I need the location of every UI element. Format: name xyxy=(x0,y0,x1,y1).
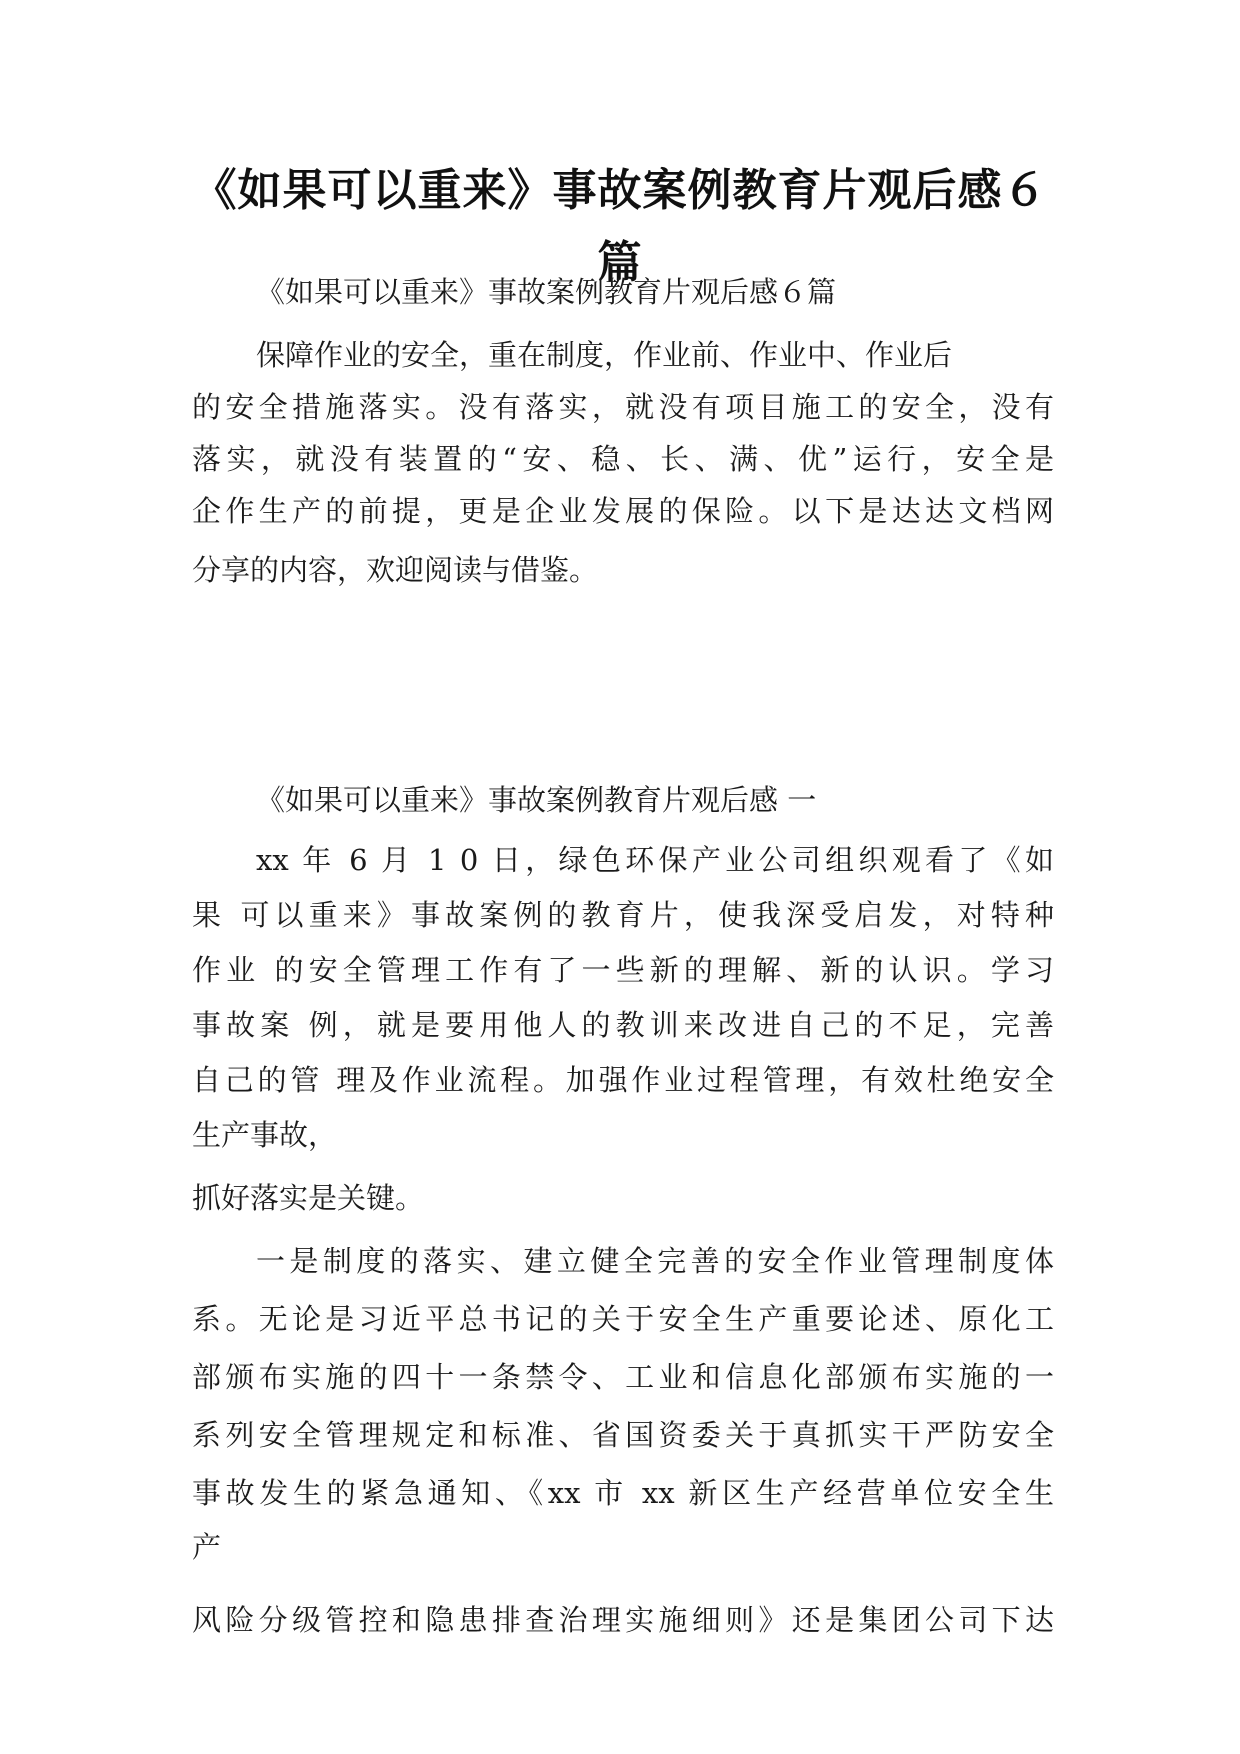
paragraph-line: 系。无论是习近平总书记的关于安全生产重要论述、原化工 xyxy=(192,1302,1054,1336)
document-title-line-1: 《如果可以重来》事故案例教育片观后感６ xyxy=(192,165,1048,216)
intro-line: 的安全措施落实。没有落实，就没有项目施工的安全，没有 xyxy=(192,390,1054,424)
paragraph-line: 一是制度的落实、建立健全完善的安全作业管理制度体 xyxy=(256,1244,1054,1278)
paragraph-line: xx 年 6 月 1 0 日，绿色环保产业公司组织观看了《如 xyxy=(256,843,1054,877)
intro-line: 分享的内容，欢迎阅读与借鉴。 xyxy=(192,553,599,587)
paragraph-line: 事故案 例，就是要用他人的教训来改进自己的不足，完善 xyxy=(192,1008,1054,1042)
paragraph-line: 部颁布实施的四十一条禁令、工业和信息化部颁布实施的一 xyxy=(192,1360,1054,1394)
paragraph-line: 作业 的安全管理工作有了一些新的理解、新的认识。学习 xyxy=(192,953,1054,987)
paragraph-line: 事故发生的紧急通知、《xx 市 xx 新区生产经营单位安全生 xyxy=(192,1476,1054,1510)
paragraph-line: 系列安全管理规定和标准、省国资委关于真抓实干严防安全 xyxy=(192,1418,1054,1452)
document-title-line-2: 篇 xyxy=(597,237,643,288)
paragraph-line: 抓好落实是关键。 xyxy=(192,1181,425,1215)
section-heading: 《如果可以重来》事故案例教育片观后感 一 xyxy=(256,783,817,817)
paragraph-line: 果 可以重来》事故案例的教育片，使我深受启发，对特种 xyxy=(192,898,1054,932)
document-subtitle: 《如果可以重来》事故案例教育片观后感６篇 xyxy=(256,275,837,309)
intro-line: 落实，就没有装置的“安、稳、长、满、优”运行，安全是 xyxy=(192,442,1054,476)
paragraph-line: 产 xyxy=(192,1530,222,1564)
intro-line: 企作生产的前提，更是企业发展的保险。以下是达达文档网 xyxy=(192,494,1054,528)
intro-line: 保障作业的安全，重在制度，作业前、作业中、作业后 xyxy=(256,338,953,372)
paragraph-line: 自己的管 理及作业流程。加强作业过程管理，有效杜绝安全 xyxy=(192,1063,1054,1097)
paragraph-line: 风险分级管控和隐患排查治理实施细则》还是集团公司下达 xyxy=(192,1603,1054,1637)
paragraph-line: 生产事故， xyxy=(192,1118,338,1152)
